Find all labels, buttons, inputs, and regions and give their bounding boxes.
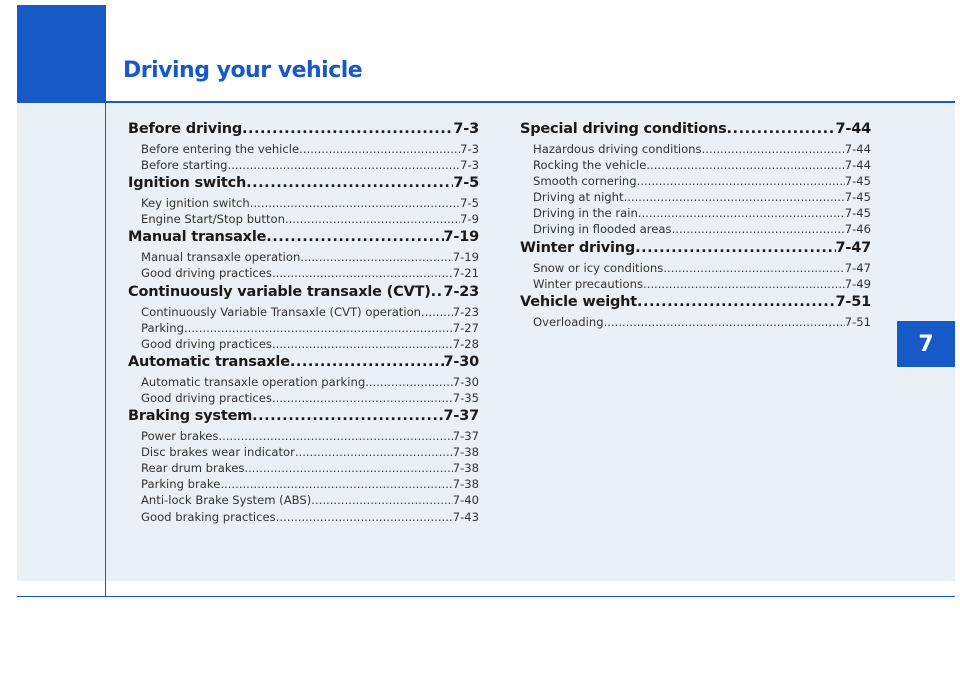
toc-entry-title: Good driving practices xyxy=(141,266,272,281)
chapter-tab[interactable]: 7 xyxy=(897,321,955,367)
toc-section xyxy=(520,240,871,293)
toc-section-heading-title: Braking system xyxy=(128,408,253,425)
toc-section-heading-page: 7-37 xyxy=(443,408,479,425)
toc-entry-title: Smooth cornering xyxy=(533,174,637,189)
dot-leader xyxy=(663,261,844,275)
toc-entry-title: Rear drum brakes xyxy=(141,461,245,476)
toc-entry[interactable] xyxy=(128,250,479,266)
toc-entry-page: 7-45 xyxy=(844,190,871,205)
toc-section-heading[interactable] xyxy=(520,121,871,142)
toc-entry-page: 7-37 xyxy=(452,429,479,444)
dot-leader xyxy=(285,212,460,226)
toc-section-heading[interactable] xyxy=(128,354,479,375)
toc-entry-page: 7-3 xyxy=(460,142,479,156)
toc-entry[interactable] xyxy=(128,305,479,321)
dot-leader xyxy=(250,196,460,210)
toc-entry[interactable] xyxy=(128,429,479,445)
toc-entry[interactable] xyxy=(128,158,479,174)
toc-section-heading[interactable] xyxy=(520,294,871,315)
dot-leader xyxy=(242,121,453,137)
dot-leader xyxy=(431,284,444,300)
toc-entry-title: Driving in flooded areas xyxy=(533,222,672,237)
dot-leader xyxy=(421,305,453,319)
toc-entry-title: Rocking the vehicle xyxy=(533,158,647,173)
toc-entry-page: 7-49 xyxy=(844,276,871,291)
dot-leader xyxy=(272,337,453,351)
toc-section xyxy=(128,175,479,228)
toc-entry-title: Hazardous driving conditions xyxy=(533,142,702,156)
toc-section-heading[interactable] xyxy=(128,284,479,305)
toc-section xyxy=(520,121,871,239)
dot-leader xyxy=(272,391,453,405)
dot-leader xyxy=(727,121,836,137)
toc-entry[interactable] xyxy=(128,461,479,477)
toc-entry-title: Driving at night xyxy=(533,190,624,205)
toc-entry[interactable] xyxy=(128,266,479,282)
toc-entry-page: 7-38 xyxy=(452,477,479,492)
toc-section-heading-title: Automatic transaxle xyxy=(128,353,290,370)
dot-leader xyxy=(672,222,845,236)
toc-entry-page: 7-19 xyxy=(452,250,479,265)
toc-entry-page: 7-21 xyxy=(452,266,479,281)
toc-entry-page: 7-51 xyxy=(844,314,871,329)
toc-section-heading-title: Continuously variable transaxle (CVT) xyxy=(128,283,431,300)
toc-entry-title: Parking brake xyxy=(141,477,221,492)
page-title: Driving your vehicle xyxy=(123,58,363,83)
toc-entry-page: 7-45 xyxy=(844,206,871,221)
toc-section-heading-page: 7-44 xyxy=(835,121,871,137)
toc-section-heading-title: Special driving conditions xyxy=(520,121,727,137)
toc-entry[interactable] xyxy=(128,391,479,407)
toc-entry[interactable] xyxy=(128,337,479,353)
dot-leader xyxy=(299,142,460,156)
toc-section xyxy=(520,294,871,331)
dot-leader xyxy=(637,294,835,310)
toc-entry[interactable] xyxy=(128,510,479,526)
toc-section-heading-page: 7-3 xyxy=(453,121,479,137)
toc-entry[interactable] xyxy=(520,174,871,190)
dot-leader xyxy=(220,477,452,491)
toc-section-heading[interactable] xyxy=(128,121,479,142)
toc-section-heading-page: 7-5 xyxy=(453,175,479,192)
toc-column-right xyxy=(520,121,871,332)
toc-entry-title: Manual transaxle operation xyxy=(141,250,301,265)
toc-entry-page: 7-3 xyxy=(460,158,479,173)
toc-entry-title: Parking xyxy=(141,320,184,335)
toc-section-heading-page: 7-51 xyxy=(835,293,871,310)
dot-leader xyxy=(365,375,453,389)
toc-entry-page: 7-45 xyxy=(844,174,871,189)
toc-entry[interactable] xyxy=(520,222,871,238)
toc-entry-page: 7-47 xyxy=(844,260,871,275)
dot-leader xyxy=(295,445,453,459)
dot-leader xyxy=(604,315,845,329)
toc-entry[interactable] xyxy=(128,212,479,228)
dot-leader xyxy=(272,266,453,280)
toc-entry-title: Anti-lock Brake System (ABS) xyxy=(141,493,312,508)
dot-leader xyxy=(244,461,452,475)
toc-entry-title: Before starting xyxy=(141,158,228,173)
margin-line xyxy=(105,103,106,597)
dot-leader xyxy=(276,510,453,524)
toc-section-heading-title: Ignition switch xyxy=(128,175,247,192)
dot-leader xyxy=(646,158,844,172)
toc-entry[interactable] xyxy=(520,142,871,158)
toc-entry-title: Power brakes xyxy=(141,429,219,444)
toc-entry-page: 7-46 xyxy=(844,222,871,237)
toc-entry[interactable] xyxy=(128,196,479,212)
toc-entry[interactable] xyxy=(128,321,479,337)
toc-section xyxy=(128,408,479,526)
toc-entry[interactable] xyxy=(128,375,479,391)
toc-entry-page: 7-23 xyxy=(452,304,479,319)
toc-entry-title: Good driving practices xyxy=(141,336,272,351)
dot-leader xyxy=(300,250,452,264)
dot-leader xyxy=(643,277,845,291)
toc-entry[interactable] xyxy=(520,261,871,277)
toc-entry-page: 7-38 xyxy=(452,445,479,460)
toc-entry-page: 7-43 xyxy=(452,509,479,524)
footer-rule xyxy=(17,596,955,597)
dot-leader xyxy=(184,321,453,335)
toc-entry-title: Good driving practices xyxy=(141,390,272,405)
toc-section xyxy=(128,229,479,282)
toc-entry[interactable] xyxy=(128,142,479,158)
toc-section-heading[interactable] xyxy=(520,240,871,261)
header-color-block xyxy=(17,5,106,103)
toc-entry-page: 7-44 xyxy=(844,158,871,173)
toc-entry[interactable] xyxy=(520,277,871,293)
toc-entry-title: Engine Start/Stop button xyxy=(141,212,285,227)
toc-column-left xyxy=(128,121,479,527)
toc-section xyxy=(128,284,479,353)
toc-entry[interactable] xyxy=(520,158,871,174)
toc-section-heading-page: 7-47 xyxy=(835,239,871,256)
toc-entry-page: 7-44 xyxy=(844,142,871,156)
toc-section-heading-page: 7-30 xyxy=(443,353,479,370)
toc-entry-page: 7-27 xyxy=(452,320,479,335)
toc-entry-title: Good braking practices xyxy=(141,509,276,524)
toc-entry[interactable] xyxy=(128,477,479,493)
dot-leader xyxy=(637,174,845,188)
toc-entry-title: Key ignition switch xyxy=(141,196,250,211)
toc-entry-title: Snow or icy conditions xyxy=(533,260,664,275)
toc-entry[interactable] xyxy=(520,190,871,206)
toc-section-heading-title: Before driving xyxy=(128,121,243,137)
toc-entry[interactable] xyxy=(520,206,871,222)
toc-entry-page: 7-28 xyxy=(452,336,479,351)
toc-section-heading-title: Vehicle weight xyxy=(520,293,638,310)
toc-entry-title: Automatic transaxle operation parking xyxy=(141,374,366,389)
toc-section-heading[interactable] xyxy=(128,175,479,196)
toc-section-heading[interactable] xyxy=(128,408,479,429)
dot-leader xyxy=(638,206,845,220)
dot-leader xyxy=(252,408,443,424)
dot-leader xyxy=(702,142,845,156)
dot-leader xyxy=(246,175,453,191)
toc-entry-title: Winter precautions xyxy=(533,276,643,291)
dot-leader xyxy=(218,429,452,443)
toc-entry-page: 7-40 xyxy=(452,493,479,508)
toc-section-heading-page: 7-23 xyxy=(443,283,479,300)
toc-entry[interactable] xyxy=(128,445,479,461)
toc-section xyxy=(128,354,479,407)
toc-section-heading-title: Manual transaxle xyxy=(128,229,267,246)
toc-entry-title: Continuously Variable Transaxle (CVT) operation xyxy=(141,304,422,319)
toc-section-heading-page: 7-19 xyxy=(443,229,479,246)
toc-entry-page: 7-5 xyxy=(460,196,479,211)
toc-entry[interactable] xyxy=(520,315,871,331)
toc-entry-page: 7-35 xyxy=(452,390,479,405)
toc-entry[interactable] xyxy=(128,493,479,509)
dot-leader xyxy=(290,354,444,370)
toc-entry-page: 7-38 xyxy=(452,461,479,476)
toc-entry-page: 7-9 xyxy=(460,212,479,227)
toc-entry-title: Overloading xyxy=(533,314,604,329)
toc-entry-title: Before entering the vehicle xyxy=(141,142,300,156)
toc-entry-page: 7-30 xyxy=(452,374,479,389)
dot-leader xyxy=(624,190,845,204)
toc-section xyxy=(128,121,479,174)
toc-section-heading[interactable] xyxy=(128,229,479,250)
toc-entry-title: Driving in the rain xyxy=(533,206,638,221)
toc-section-heading-title: Winter driving xyxy=(520,239,636,256)
dot-leader xyxy=(311,493,452,507)
dot-leader xyxy=(266,229,443,245)
dot-leader xyxy=(228,158,461,172)
toc-entry-title: Disc brakes wear indicator xyxy=(141,445,295,460)
dot-leader xyxy=(635,240,835,256)
